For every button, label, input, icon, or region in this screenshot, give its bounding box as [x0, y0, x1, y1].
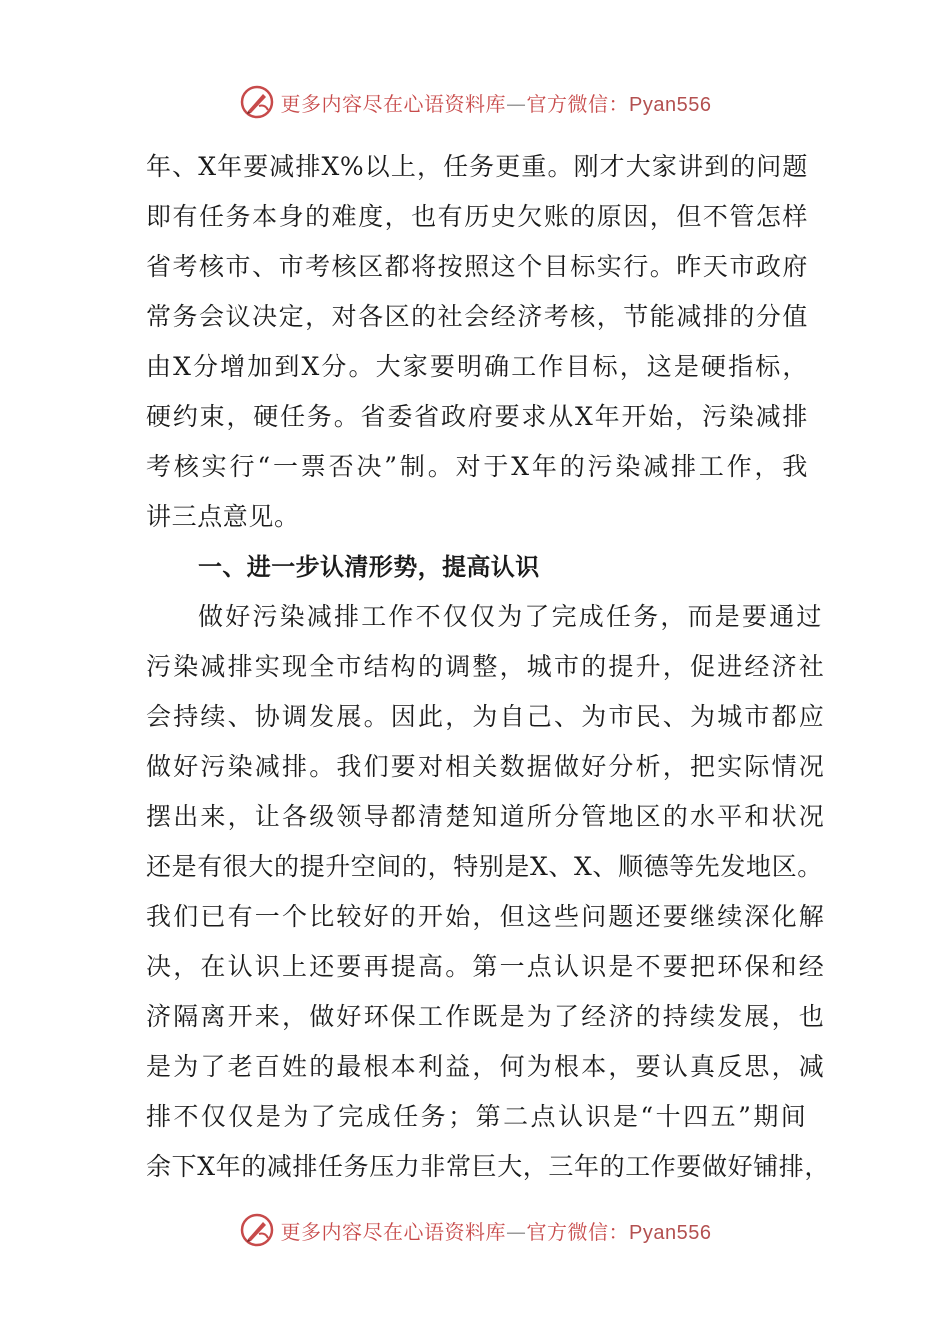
text-line: 污染减排实现全市结构的调整，城市的提升，促进经济社	[146, 652, 827, 681]
text-line: 做好污染减排。我们要对相关数据做好分析，把实际情况	[146, 752, 827, 781]
watermark-code: Pyan556	[629, 93, 712, 116]
watermark-label: 官方微信：	[526, 91, 630, 116]
footer-watermark	[0, 1208, 950, 1252]
text-line: 省考核市、市考核区都将按照这个目标实行。昨天市政府	[146, 252, 808, 281]
text-line: 排不仅仅是为了完成任务；第二点认识是“十四五”期间	[146, 1102, 808, 1131]
text-line: 讲三点意见。	[146, 502, 300, 531]
pen-logo-icon	[239, 84, 275, 120]
watermark-code: Pyan556	[629, 1221, 712, 1244]
text-line: 常务会议决定，对各区的社会经济考核，节能减排的分值	[146, 302, 808, 331]
section-heading: 一、进一步认清形势，提高认识	[198, 553, 540, 581]
text-line: 会持续、协调发展。因此，为自己、为市民、为城市都应	[146, 702, 827, 731]
text-line: 我们已有一个比较好的开始，但这些问题还要继续深化解	[146, 902, 827, 931]
text-line: 余下X年的减排任务压力非常巨大，三年的工作要做好铺排，	[146, 1152, 830, 1181]
text-line: 做好污染减排工作不仅仅为了完成任务，而是要通过	[198, 602, 824, 631]
watermark-text	[281, 88, 712, 117]
text-line: 还是有很大的提升空间的，特别是X、X、顺德等先发地区。	[146, 852, 823, 881]
text-line: 硬约束，硬任务。省委省政府要求从X年开始，污染减排	[146, 402, 808, 431]
text-line: 考核实行“一票否决”制。对于X年的污染减排工作，我	[146, 452, 808, 481]
text-line: 摆出来，让各级领导都清楚知道所分管地区的水平和状况	[146, 802, 827, 831]
document-body	[146, 142, 830, 1192]
text-line: 即有任务本身的难度，也有历史欠账的原因，但不管怎样	[146, 202, 808, 231]
watermark-label: 官方微信：	[526, 1219, 630, 1244]
text-line: 济隔离开来，做好环保工作既是为了经济的持续发展，也	[146, 1002, 827, 1031]
text-line: 由X分增加到X分。大家要明确工作目标，这是硬指标，	[146, 352, 808, 381]
pen-logo-icon	[239, 1212, 275, 1248]
watermark-text	[281, 1216, 712, 1245]
watermark-main: 更多内容尽在心语资料库	[280, 1219, 507, 1244]
text-line: 决，在认识上还要再提高。第一点认识是不要把环保和经	[146, 952, 827, 981]
header-watermark	[0, 80, 950, 124]
watermark-main: 更多内容尽在心语资料库	[280, 91, 507, 116]
watermark-separator: —	[506, 1219, 527, 1244]
text-line: 是为了老百姓的最根本利益，何为根本，要认真反思，减	[146, 1052, 827, 1081]
watermark-separator: —	[506, 91, 527, 116]
text-line: 年、X年要减排X%以上，任务更重。刚才大家讲到的问题	[146, 152, 808, 181]
